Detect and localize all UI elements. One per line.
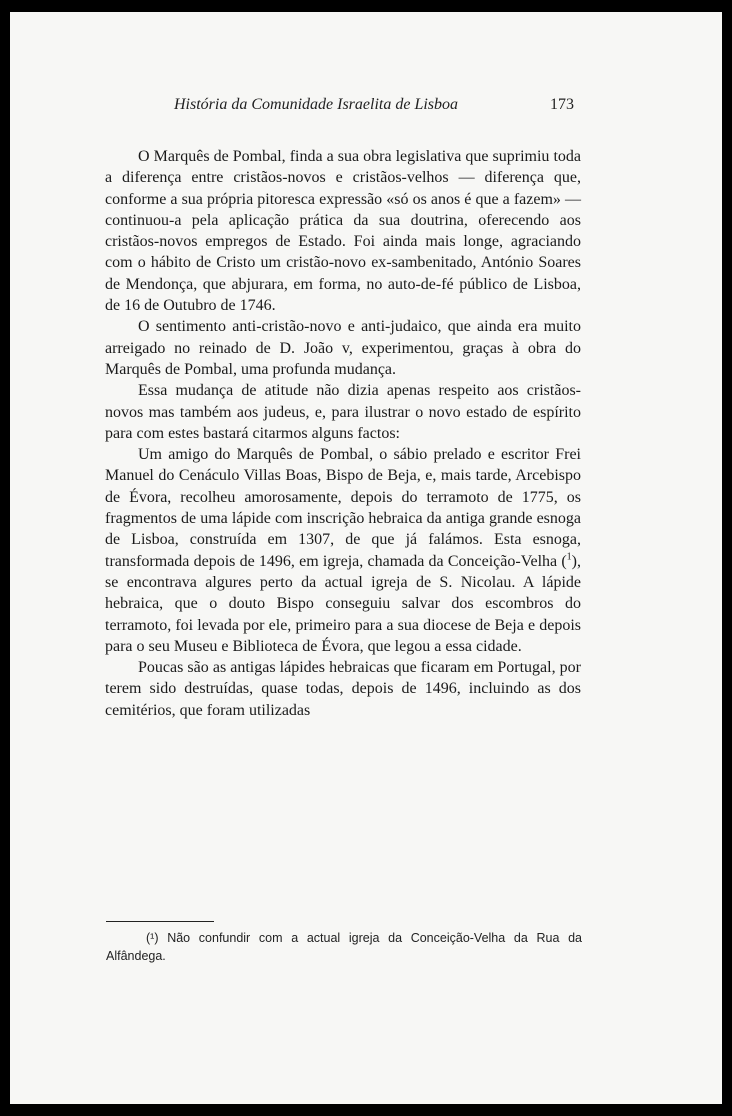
footnote-divider	[106, 921, 214, 922]
paragraph: Essa mudança de atitude não dizia apenas respeito aos cristãos-novos mas também aos judeus, e, para ilustrar o novo estado de espírito para com estes bastará citarmos alguns factos:	[105, 382, 581, 442]
page-header	[10, 96, 722, 120]
footnote	[106, 929, 582, 965]
paragraph: Poucas são as antigas lápides hebraicas que ficaram em Portugal, por terem sido destruídas, quase todas, depois de 1496, incluindo as dos cemitérios, que foram utilizadas	[105, 659, 581, 719]
running-title: História da Comunidade Israelita de Lisboa	[174, 96, 459, 113]
paragraph-text: ), se encontrava algures perto da actual igreja de S. Nicolau. A lápide hebraica, que o douto Bispo conseguiu salvar dos escombros do terramoto, foi levada por ele, primeiro para a sua diocese de Beja e depois para o seu Museu e Biblioteca de Évora, que legou a essa cidade.	[105, 552, 581, 655]
paragraph-text: Um amigo do Marquês de Pombal, o sábio prelado e escritor Frei Manuel do Cenáculo Villas Boas, Bispo de Beja, e, mais tarde, Arcebispo de Évora, recolheu amorosamente, depois do terramoto de 1775, os fragmentos de uma lápide com inscrição hebraica da antiga grande esnoga de Lisboa, construída em 1307, de que já falámos. Esta esnoga, transformada depois de 1496, em igreja, chamada da Conceição-Velha (	[105, 446, 581, 570]
book-page	[10, 12, 722, 1104]
footnote-marker: (¹)	[146, 931, 159, 945]
body-text	[105, 146, 581, 721]
footnote-text: Não confundir com a actual igreja da Conceição-Velha da Rua da Alfândega.	[106, 931, 582, 963]
paragraph	[105, 444, 581, 657]
paragraph: O sentimento anti-cristão-novo e anti-judaico, que ainda era muito arreigado no reinado de D. João v, experimentou, graças à obra do Marquês de Pombal, uma profunda mudança.	[105, 318, 581, 378]
footnote-reference: 1	[566, 551, 572, 563]
paragraph: O Marquês de Pombal, finda a sua obra legislativa que suprimiu toda a diferença entre cristãos-novos e cristãos-velhos — diferença que, conforme a sua própria pitoresca expressão «só os anos é que a fazem» — continuou-a pela aplicação prática da sua doutrina, oferecendo aos cristãos-novos empregos de Estado. Foi ainda mais longe, agraciando com o hábito de Cristo um cristão-novo ex-sambenitado, António Soares de Mendonça, que abjurara, em forma, no auto-de-fé público de Lisboa, de 16 de Outubro de 1746.	[105, 148, 581, 315]
page-number: 173	[550, 96, 574, 113]
